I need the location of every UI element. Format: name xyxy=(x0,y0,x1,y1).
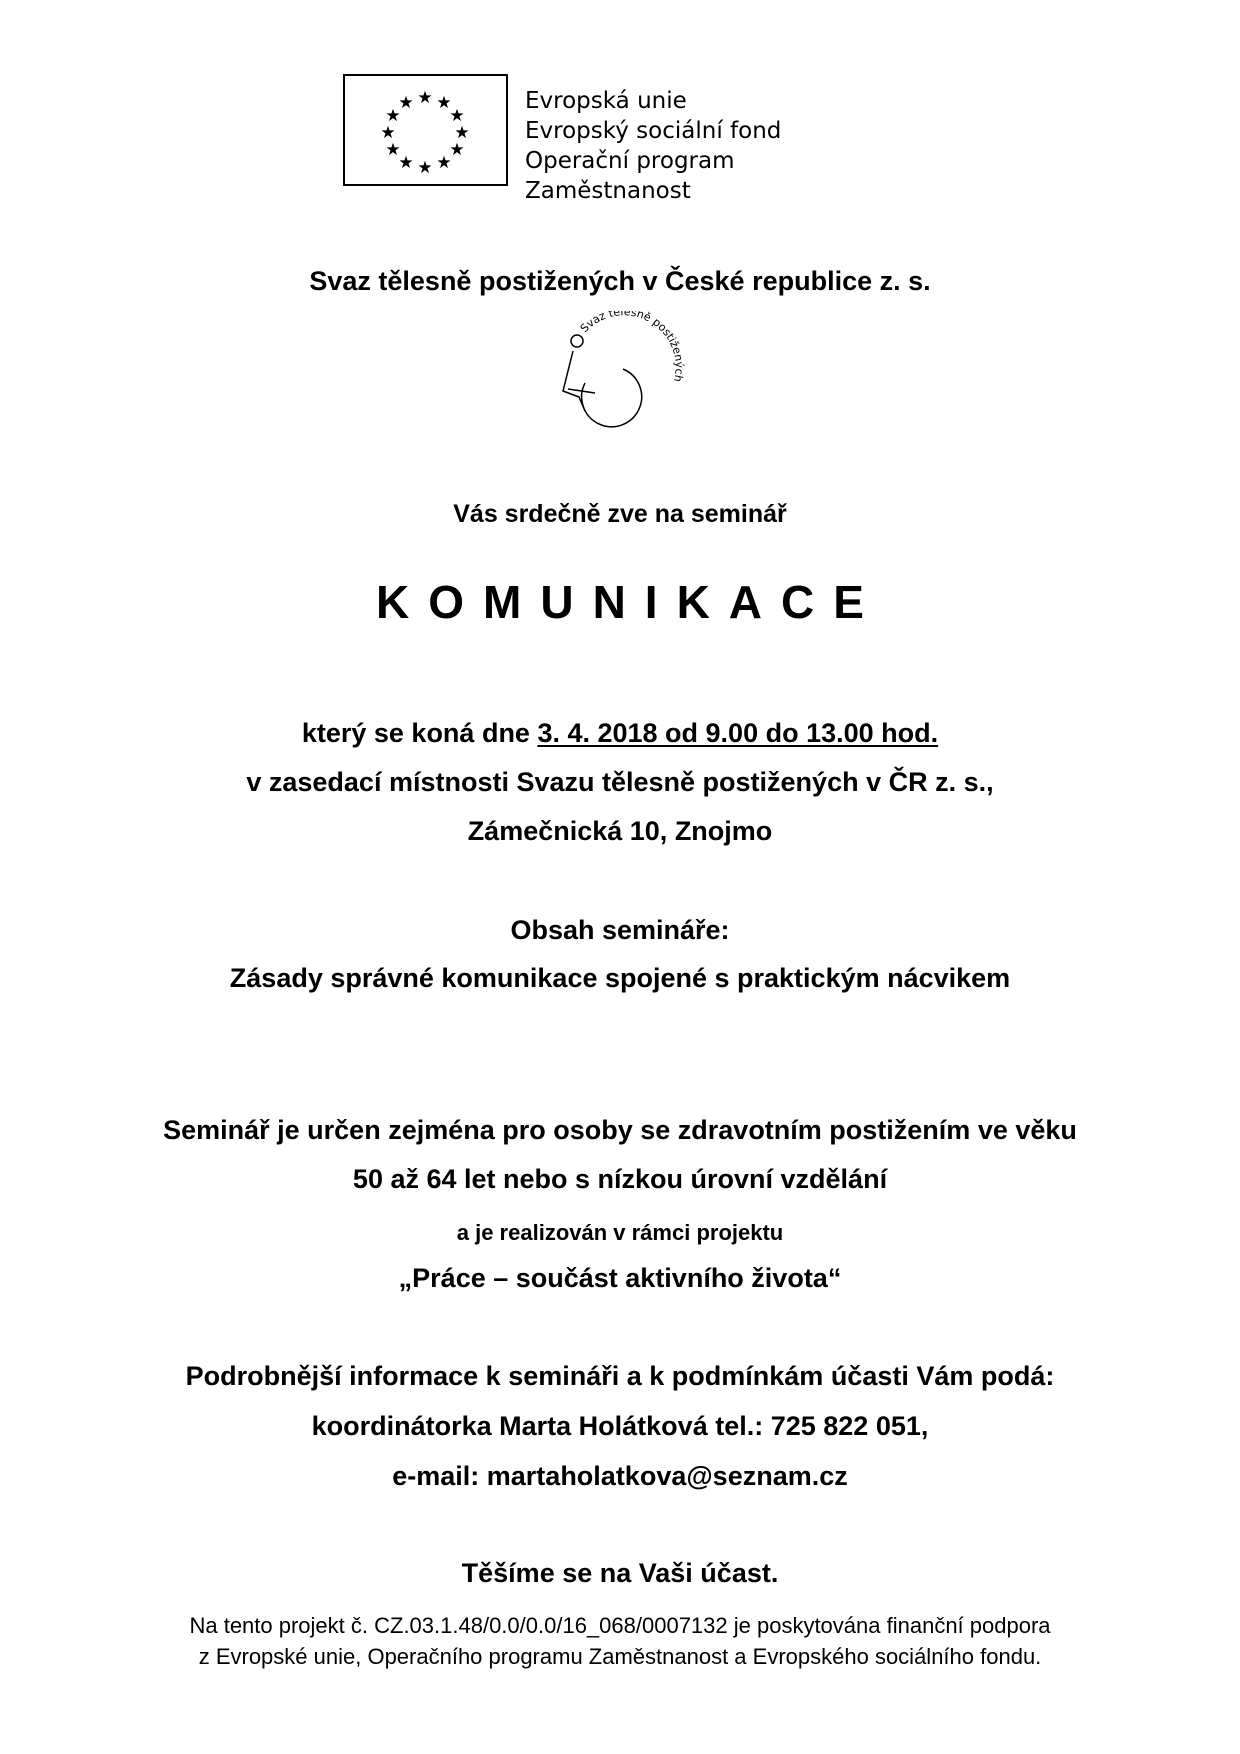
footer-line-2: z Evropské unie, Operačního programu Zaměstnanost a Evropského sociálního fondu. xyxy=(198,1644,1042,1669)
contact-email: e-mail: martaholatkova@seznam.cz xyxy=(392,1461,848,1491)
svg-text:★: ★ xyxy=(417,88,433,108)
event-venue: v zasedací místnosti Svazu tělesně postižených v ČR z. s., xyxy=(246,767,994,797)
organization-logo xyxy=(555,311,685,431)
svg-text:★: ★ xyxy=(436,93,452,113)
eu-line-program: Operační program Zaměstnanost xyxy=(525,148,735,204)
eu-stars-icon xyxy=(345,76,506,184)
svg-text:★: ★ xyxy=(454,123,470,143)
event-address: Zámečnická 10, Znojmo xyxy=(467,816,773,846)
funding-footer xyxy=(0,1610,1240,1672)
eu-header xyxy=(343,74,903,204)
eu-flag-icon xyxy=(343,74,508,186)
audience-line-2: 50 až 64 let nebo s nízkou úrovní vzdělání xyxy=(352,1164,888,1194)
contact-line-1: Podrobnější informace k semináři a k podmínkám účasti Vám podá: xyxy=(185,1361,1055,1391)
content-text: Zásady správné komunikace spojené s praktickým nácvikem xyxy=(229,963,1011,993)
audience-line-3: a je realizován v rámci projektu xyxy=(456,1220,784,1245)
seminar-title: KOMUNIKACE xyxy=(376,576,883,628)
svg-text:Svaz tělesně postižených xyxy=(578,311,685,383)
closing-text: Těšíme se na Vaši účast. xyxy=(461,1558,779,1588)
logo-arc-text: Svaz tělesně postižených xyxy=(577,311,685,384)
svg-text:★: ★ xyxy=(385,140,401,160)
svg-text:★: ★ xyxy=(449,106,465,126)
event-date-line xyxy=(0,718,1240,749)
audience-line-1: Seminář je určen zejména pro osoby se zdravotním postižením ve věku xyxy=(163,1115,1077,1145)
svg-text:★: ★ xyxy=(436,153,452,173)
event-datetime: 3. 4. 2018 od 9.00 do 13.00 hod. xyxy=(537,718,939,748)
wheelchair-logo-icon xyxy=(555,311,685,431)
content-heading: Obsah semináře: xyxy=(510,915,730,945)
footer-line-1: Na tento projekt č. CZ.03.1.48/0.0/0.0/16_068/0007132 je poskytována finanční podpora xyxy=(189,1613,1051,1638)
eu-line-fund: Evropský sociální fond xyxy=(525,118,782,144)
svg-text:★: ★ xyxy=(385,106,401,126)
project-name: „Práce – součást aktivního života“ xyxy=(398,1263,842,1293)
svg-text:★: ★ xyxy=(380,123,396,143)
organization-name: Svaz tělesně postižených v České republice z. s. xyxy=(309,266,931,296)
invitation-text: Vás srdečně zve na seminář xyxy=(453,500,787,528)
svg-text:★: ★ xyxy=(398,93,414,113)
svg-text:★: ★ xyxy=(417,158,433,178)
svg-text:★: ★ xyxy=(449,140,465,160)
eu-line-union: Evropská unie xyxy=(525,88,687,114)
event-date-prefix: který se koná dne xyxy=(301,718,538,748)
contact-line-2: koordinátorka Marta Holátková tel.: 725 822 051, xyxy=(311,1411,929,1441)
svg-text:★: ★ xyxy=(398,153,414,173)
eu-program-text xyxy=(525,86,903,206)
